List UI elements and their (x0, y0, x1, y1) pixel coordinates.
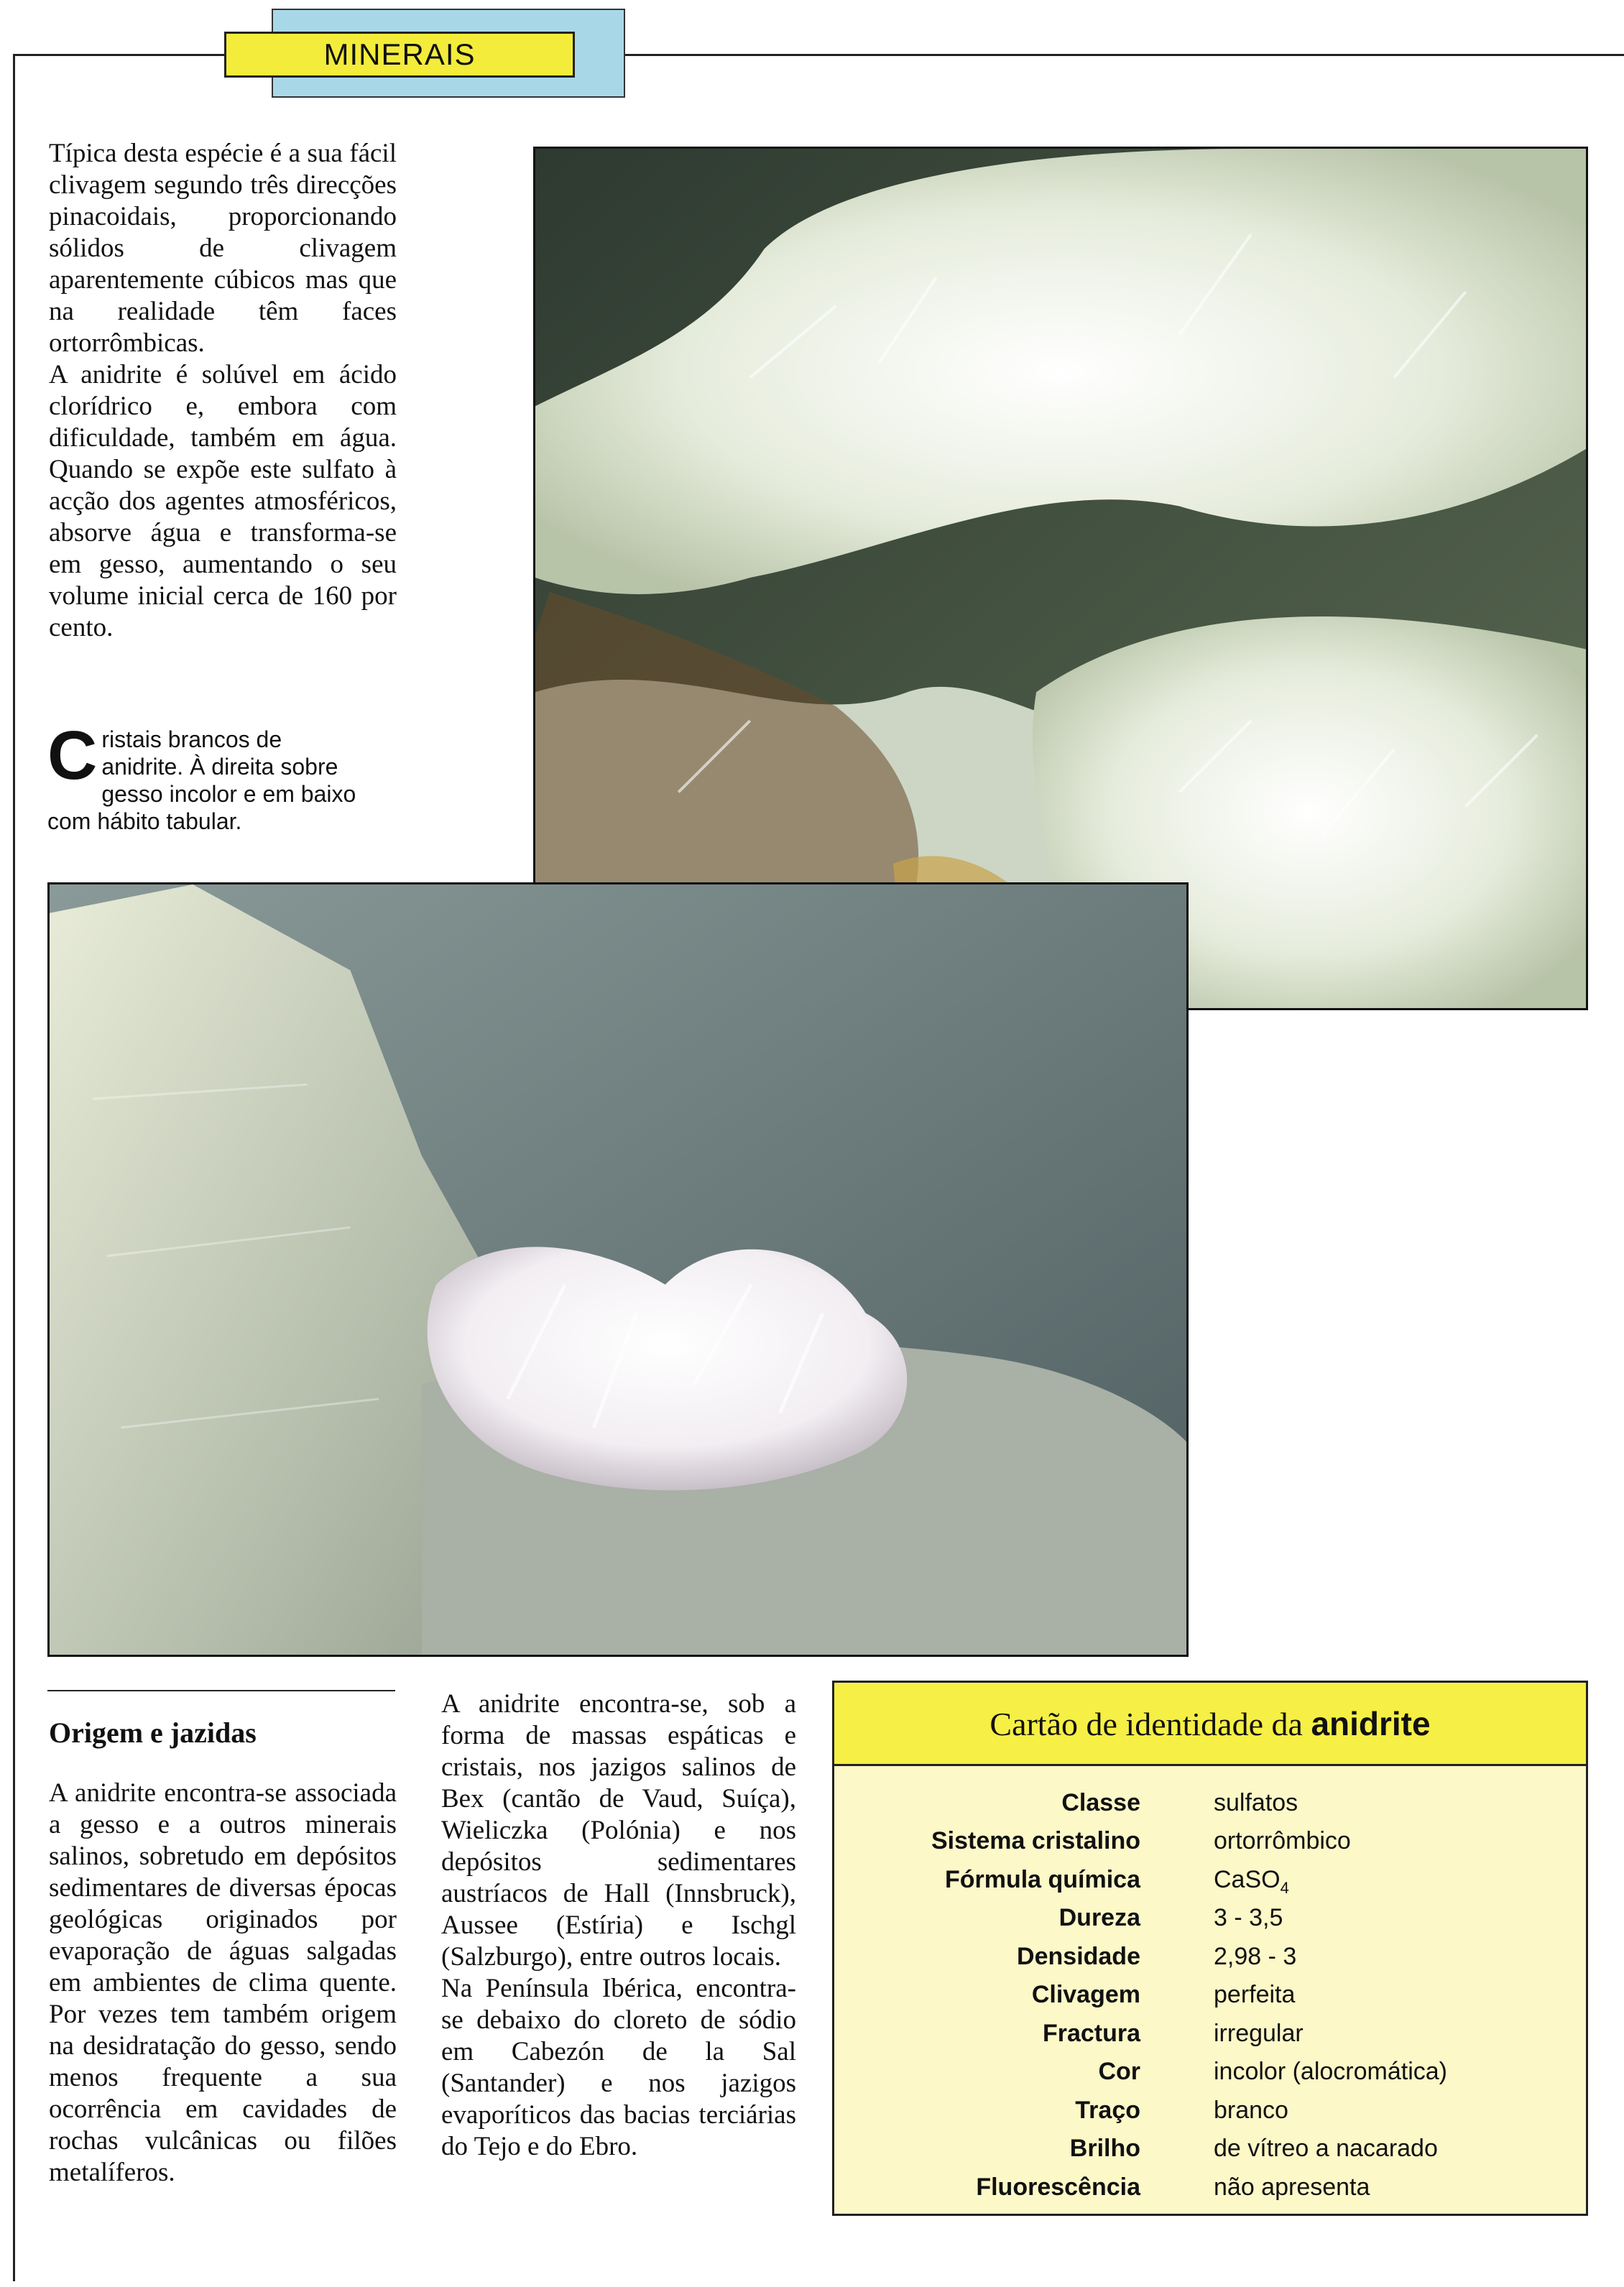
card-row-brilho (834, 2135, 1586, 2173)
section-rule (47, 1690, 395, 1691)
card-row-fluorescencia (834, 2173, 1586, 2212)
photo-anhydrite-gypsum-image (50, 884, 1186, 1655)
card-value: 3 - 3,5 (1214, 1904, 1283, 1931)
section-tag (224, 32, 575, 78)
card-row-fractura (834, 2020, 1586, 2058)
card-value: incolor (alocromática) (1214, 2058, 1447, 2085)
card-row-densidade (834, 1943, 1586, 1981)
identity-card-title (989, 1704, 1430, 1743)
section-column-1 (49, 1778, 397, 2189)
section-column-2 (441, 1688, 796, 2163)
card-label: Cor (1098, 2058, 1140, 2085)
photo-anhydrite-top (533, 147, 1588, 1010)
intro-paragraph-1: Típica desta espécie é a sua fácil clivagem segundo três direcções pinacoidais, proporcionando sólidos de clivagem aparentemente cúbicos mas que na realidade têm faces ortorrômbicas. (49, 139, 397, 358)
card-value: perfeita (1214, 1981, 1296, 2008)
card-label: Densidade (1017, 1943, 1140, 1970)
identity-card-body (834, 1766, 1586, 2214)
photo-anhydrite-top-image (535, 149, 1586, 1008)
card-label: Fórmula química (944, 1866, 1140, 1893)
card-label: Clivagem (1031, 1981, 1140, 2008)
intro-text (49, 138, 397, 644)
photo-anhydrite-gypsum (47, 882, 1189, 1657)
photo-caption (47, 717, 364, 835)
identity-card (832, 1681, 1588, 2216)
frame-top-left (13, 54, 226, 56)
card-label: Classe (1061, 1789, 1140, 1816)
caption-text: ristais brancos de anidrite. À direita sobre gesso incolor e em baixo com hábito tabular. (47, 726, 356, 834)
card-label: Sistema cristalino (931, 1827, 1140, 1854)
caption-drop-cap: C (47, 717, 98, 794)
frame-top-right (622, 54, 1624, 56)
card-row-clivagem (834, 1981, 1586, 2019)
card-row-traco (834, 2097, 1586, 2135)
section-column-2-paragraph-1: A anidrite encontra-se, sob a forma de massas espáticas e cristais, nos jazigos salinos de Bex (cantão de Vaud, Suíça), Wieliczka (Polónia) e nos depósitos sedimentares austríacos de Hall (Innsbruck), Aussee (Estíria) e Ischgl (Salzburgo), entre outros locais. (441, 1689, 796, 1972)
card-row-formula-quimica (834, 1866, 1586, 1904)
identity-card-title-prefix: Cartão de identidade da (989, 1705, 1311, 1742)
card-row-sistema-cristalino (834, 1827, 1586, 1865)
card-label: Brilho (1069, 2135, 1140, 2162)
card-value: irregular (1214, 2020, 1304, 2047)
section-title: Origem e jazidas (49, 1717, 257, 1749)
card-label: Fluorescência (976, 2173, 1140, 2201)
card-row-dureza (834, 1904, 1586, 1942)
card-value (1214, 1866, 1289, 1897)
card-value-formula: CaSO (1214, 1866, 1281, 1893)
card-label: Traço (1075, 2097, 1140, 2124)
card-value: 2,98 - 3 (1214, 1943, 1297, 1970)
identity-card-header (834, 1683, 1586, 1766)
card-value: não apresenta (1214, 2173, 1370, 2201)
identity-card-title-mineral: anidrite (1311, 1704, 1431, 1742)
card-label: Dureza (1058, 1904, 1140, 1931)
card-value-subscript: 4 (1280, 1879, 1289, 1897)
card-row-cor (834, 2058, 1586, 2096)
card-row-classe (834, 1789, 1586, 1827)
card-value: de vítreo a nacarado (1214, 2135, 1438, 2162)
card-value: sulfatos (1214, 1789, 1298, 1816)
frame-left (13, 54, 15, 2281)
section-column-1-text: A anidrite encontra-se associada a gesso e a outros minerais salinos, sobretudo em depósitos sedimentares de diversas épocas geológicas originados por evaporação de águas salgadas em ambientes de clima quente. Por vezes tem também origem na desidratação do gesso, sendo menos frequente a sua ocorrência em cavidades de rochas vulcânicas ou filões metalíferos. (49, 1778, 397, 2187)
intro-paragraph-2: A anidrite é solúvel em ácido clorídrico e, embora com dificuldade, também em água. Quando se expõe este sulfato à acção dos agentes atmosféricos, absorve água e transforma-se em gesso, aumentando o seu volume inicial cerca de 160 por cento. (49, 360, 397, 642)
card-label: Fractura (1042, 2020, 1140, 2047)
card-value: branco (1214, 2097, 1288, 2124)
card-value: ortorrômbico (1214, 1827, 1351, 1854)
section-column-2-paragraph-2: Na Península Ibérica, encontra-se debaixo do cloreto de sódio em Cabezón de la Sal (Santander) e nos jazigos evaporíticos das bacias terciárias do Tejo e do Ebro. (441, 1974, 796, 2161)
section-tag-label: MINERAIS (323, 37, 476, 71)
